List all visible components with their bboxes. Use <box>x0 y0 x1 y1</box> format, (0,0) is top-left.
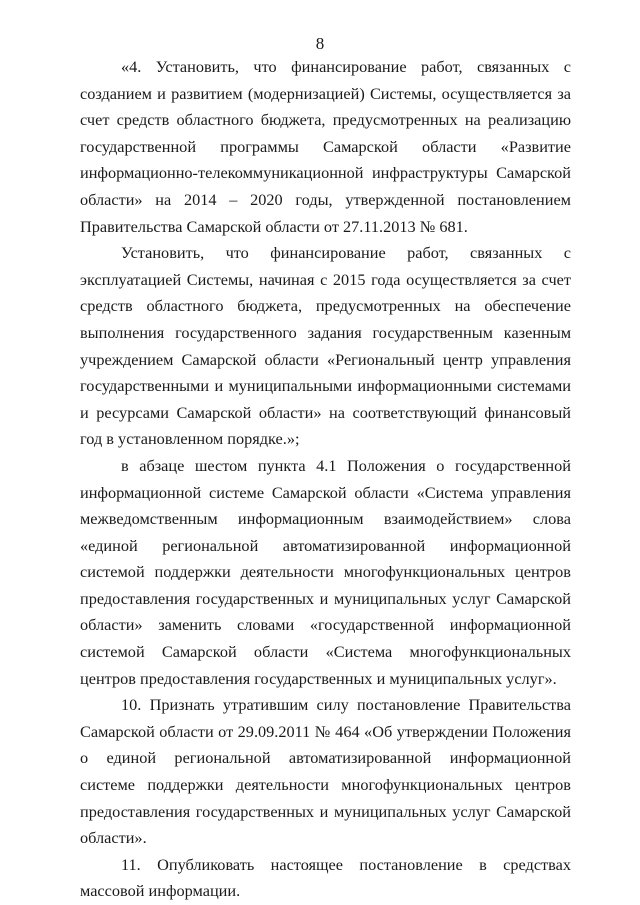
document-body <box>80 54 571 905</box>
paragraph-item-10: 10. Признать утратившим силу постановление Правительства Самарской области от 29.09.2011 № 464 «Об утверждении Положения о единой региональной автоматизированной информационной системе поддержки деятельности многофункциональных центров предоставления государственных и муниципальных услуг Самарской области». <box>80 695 571 848</box>
paragraph-item-11: 11. Опубликовать настоящее постановление в средствах массовой информации. <box>80 854 571 901</box>
paragraph-funding-development: «4. Установить, что финансирование работ, связанных с созданием и развитием (модернизацией) Системы, осуществляется за счет средств областного бюджета, предусмотренных на реализацию государственной программы Самарской области «Развитие информационно-телекоммуникационной инфраструктуры Самарской области» на 2014 – 2020 годы, утвержденной постановлением Правительства Самарской области от 27.11.2013 № 681. <box>80 57 571 236</box>
page-number: 8 <box>315 34 325 53</box>
paragraph-amendment-clause-4-1: в абзаце шестом пункта 4.1 Положения о государственной информационной системе Самарской области «Система управления межведомственным информационным взаимодействием» слова «единой региональной автоматизированной информационной системой поддержки деятельности многофункциональных центров предоставления государственных и муниципальных услуг Самарской области» заменить словами «государственной информационной системой Самарской области «Система многофункциональных центров предоставления государственных и муниципальных услуг». <box>80 455 571 688</box>
paragraph-funding-operation: Установить, что финансирование работ, связанных с эксплуатацией Системы, начиная с 2015 года осуществляется за счет средств областного бюджета, предусмотренных на обеспечение выполнения государственного задания государственным казенным учреждением Самарской области «Региональный центр управления государственными и муниципальными информационными системами и ресурсами Самарской области» на соответствующий финансовый год в установленном порядке.»; <box>80 243 571 449</box>
